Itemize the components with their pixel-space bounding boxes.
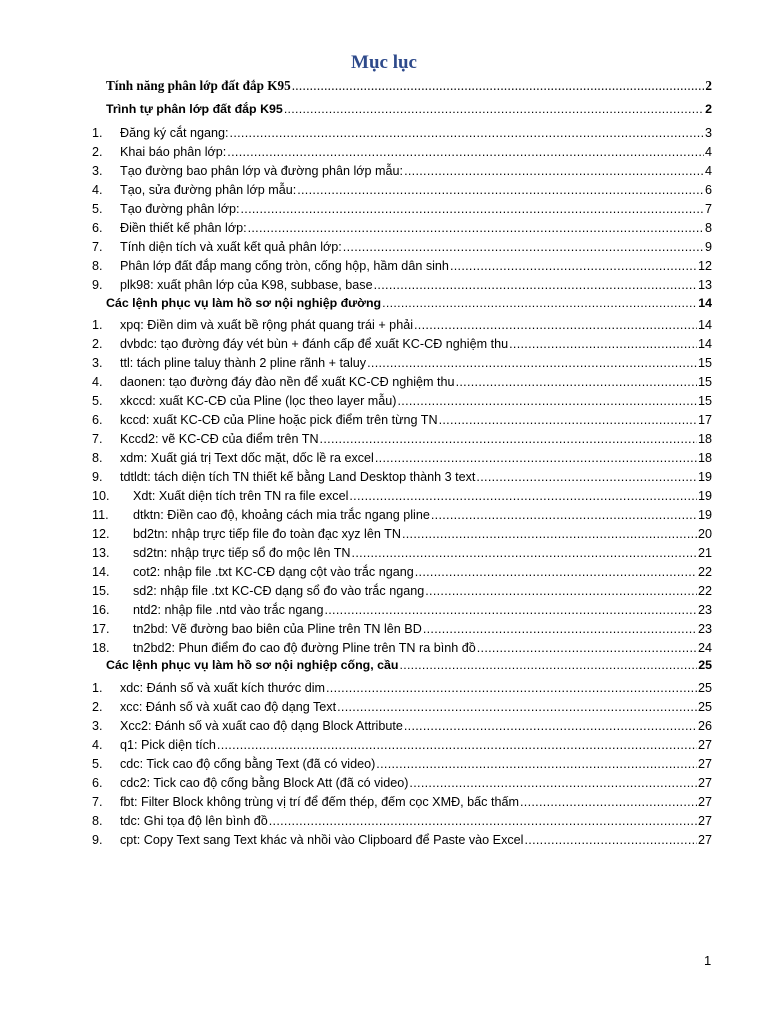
dot-leader bbox=[217, 736, 697, 755]
toc-entry-line bbox=[133, 506, 712, 525]
toc-entry-line bbox=[120, 276, 712, 295]
toc-item-number: 1. bbox=[92, 126, 103, 140]
dot-leader bbox=[397, 392, 697, 411]
toc-item[interactable] bbox=[0, 162, 768, 181]
toc-entry-label: xdm: Xuất giá trị Text dốc mặt, dốc lề ra excel bbox=[120, 451, 374, 465]
dot-leader bbox=[402, 525, 697, 544]
toc-entry-line bbox=[120, 316, 712, 335]
dot-leader bbox=[320, 430, 697, 449]
toc-entry-label: cdc2: Tick cao độ cống bằng Block Att (đã có video) bbox=[120, 776, 409, 790]
toc-entry-label: fbt: Filter Block không trùng vị trí để đếm thép, đếm cọc XMĐ, bấc thấm bbox=[120, 795, 519, 809]
toc-entry-label: Trình tự phân lớp đất đắp K95 bbox=[106, 102, 283, 116]
toc-entry-label: xpq: Điền dim và xuất bề rộng phát quang trái + phải bbox=[120, 318, 413, 332]
toc-entry-line bbox=[106, 294, 712, 313]
dot-leader bbox=[476, 468, 697, 487]
toc-entry-label: sd2tn: nhập trực tiếp sổ đo mộc lên TN bbox=[133, 546, 351, 560]
toc-item-number: 4. bbox=[92, 375, 103, 389]
toc-entry-page: 27 bbox=[697, 814, 712, 828]
toc-entry-label: bd2tn: nhập trực tiếp file đo toàn đạc xyz lên TN bbox=[133, 527, 401, 541]
toc-entry-line bbox=[120, 755, 712, 774]
toc-entry-line bbox=[120, 717, 712, 736]
toc-item[interactable] bbox=[0, 430, 768, 449]
toc-item[interactable] bbox=[0, 468, 768, 487]
toc-entry-label: plk98: xuất phân lớp của K98, subbase, base bbox=[120, 278, 373, 292]
toc-entry-line bbox=[120, 392, 712, 411]
toc-item-number: 6. bbox=[92, 776, 103, 790]
toc-item-number: 7. bbox=[92, 432, 103, 446]
toc-entry-label: Phân lớp đất đắp mang cống tròn, cống hộp, hầm dân sinh bbox=[120, 259, 449, 273]
toc-entry-line bbox=[133, 563, 712, 582]
dot-leader bbox=[324, 601, 697, 620]
toc-entry-label: Kccd2: vẽ KC-CĐ của điểm trên TN bbox=[120, 432, 319, 446]
toc-item[interactable] bbox=[0, 563, 768, 582]
toc-entry-label: Tạo đường phân lớp: bbox=[120, 202, 240, 216]
toc-entry-line bbox=[120, 373, 712, 392]
toc-entry-line bbox=[133, 601, 712, 620]
toc-entry-page: 20 bbox=[697, 527, 712, 541]
toc-entry-label: Tạo, sửa đường phân lớp mẫu: bbox=[120, 183, 297, 197]
toc-heading[interactable] bbox=[0, 656, 768, 675]
toc-entry-page: 15 bbox=[697, 375, 712, 389]
dot-leader bbox=[456, 373, 697, 392]
toc-item-number: 1. bbox=[92, 681, 103, 695]
toc-entry-line bbox=[120, 219, 712, 238]
toc-item[interactable] bbox=[0, 620, 768, 639]
toc-item-number: 11. bbox=[92, 508, 109, 522]
dot-leader bbox=[376, 755, 697, 774]
toc-item[interactable] bbox=[0, 755, 768, 774]
toc-entry-line bbox=[120, 679, 712, 698]
toc-item-number: 3. bbox=[92, 356, 103, 370]
toc-entry-line bbox=[120, 143, 712, 162]
toc-item-number: 5. bbox=[92, 757, 103, 771]
dot-leader bbox=[326, 679, 697, 698]
toc-entry-page: 25 bbox=[697, 700, 712, 714]
toc-entry-page: 26 bbox=[697, 719, 712, 733]
toc-item-number: 13. bbox=[92, 546, 110, 560]
toc-item-number: 10. bbox=[92, 489, 110, 503]
dot-leader bbox=[520, 793, 697, 812]
toc-title: Mục lục bbox=[351, 52, 417, 73]
toc-entry-page: 21 bbox=[697, 546, 712, 560]
toc-entry-line bbox=[133, 620, 712, 639]
dot-leader bbox=[409, 774, 697, 793]
toc-item[interactable] bbox=[0, 316, 768, 335]
dot-leader bbox=[404, 717, 697, 736]
toc-entry-line bbox=[106, 76, 712, 95]
toc-item-number: 9. bbox=[92, 470, 103, 484]
toc-entry-label: cot2: nhập file .txt KC-CĐ dạng cột vào trắc ngang bbox=[133, 565, 414, 579]
toc-entry-page: 6 bbox=[704, 183, 712, 197]
toc-entry-page: 14 bbox=[697, 318, 712, 332]
toc-item[interactable] bbox=[0, 601, 768, 620]
dot-leader bbox=[375, 449, 697, 468]
toc-entry-line bbox=[120, 793, 712, 812]
toc-item-number: 17. bbox=[92, 622, 110, 636]
toc-entry-label: xkccd: xuất KC-CĐ của Pline (lọc theo layer mẫu) bbox=[120, 394, 397, 408]
toc-item-number: 8. bbox=[92, 814, 103, 828]
toc-item[interactable] bbox=[0, 736, 768, 755]
toc-item-number: 7. bbox=[92, 240, 103, 254]
toc-entry-label: dtktn: Điền cao độ, khoảng cách mia trắc ngang pline bbox=[133, 508, 430, 522]
toc-item[interactable] bbox=[0, 181, 768, 200]
toc-item[interactable] bbox=[0, 238, 768, 257]
dot-leader bbox=[352, 544, 697, 563]
toc-entry-label: xcc: Đánh số và xuất cao độ dạng Text bbox=[120, 700, 337, 714]
toc-entry-label: Tính diện tích và xuất kết quả phân lớp: bbox=[120, 240, 342, 254]
toc-item[interactable] bbox=[0, 392, 768, 411]
toc-entry-line bbox=[120, 238, 712, 257]
toc-item-number: 8. bbox=[92, 259, 103, 273]
toc-item-number: 2. bbox=[92, 337, 103, 351]
toc-item-number: 14. bbox=[92, 565, 110, 579]
toc-item-number: 2. bbox=[92, 700, 103, 714]
toc-entry-label: tn2bd2: Phun điểm đo cao độ đường Pline trên TN ra bình đồ bbox=[133, 641, 476, 655]
toc-entry-label: Tạo đường bao phân lớp và đường phân lớp mẫu: bbox=[120, 164, 404, 178]
toc-entry-page: 27 bbox=[697, 795, 712, 809]
toc-item[interactable] bbox=[0, 335, 768, 354]
toc-entry-page: 23 bbox=[697, 603, 712, 617]
toc-item[interactable] bbox=[0, 679, 768, 698]
toc-item-number: 3. bbox=[92, 164, 103, 178]
toc-entry-page: 22 bbox=[697, 565, 712, 579]
toc-entry-line bbox=[120, 124, 712, 143]
toc-entry-page: 12 bbox=[697, 259, 712, 273]
toc-entry-line bbox=[106, 656, 712, 675]
toc-entry-page: 13 bbox=[697, 278, 712, 292]
toc-entry-page: 15 bbox=[697, 356, 712, 370]
toc-item-number: 1. bbox=[92, 318, 103, 332]
toc-item[interactable] bbox=[0, 698, 768, 717]
toc-entry-label: sd2: nhập file .txt KC-CĐ dạng sổ đo vào trắc ngang bbox=[133, 584, 425, 598]
toc-entry-page: 19 bbox=[697, 470, 712, 484]
dot-leader bbox=[337, 698, 697, 717]
toc-item[interactable] bbox=[0, 544, 768, 563]
toc-item[interactable] bbox=[0, 582, 768, 601]
toc-item[interactable] bbox=[0, 831, 768, 850]
toc-entry-line bbox=[120, 698, 712, 717]
dot-leader bbox=[374, 276, 697, 295]
toc-item[interactable] bbox=[0, 793, 768, 812]
toc-item[interactable] bbox=[0, 257, 768, 276]
dot-leader bbox=[349, 487, 697, 506]
toc-entry-page: 25 bbox=[698, 658, 712, 672]
toc-heading[interactable] bbox=[0, 100, 768, 119]
toc-entry-page: 22 bbox=[697, 584, 712, 598]
toc-entry-label: Xcc2: Đánh số và xuất cao độ dạng Block Attribute bbox=[120, 719, 403, 733]
dot-leader bbox=[240, 200, 704, 219]
toc-item-number: 8. bbox=[92, 451, 103, 465]
toc-entry-line bbox=[133, 525, 712, 544]
dot-leader bbox=[509, 335, 697, 354]
toc-entry-line bbox=[120, 774, 712, 793]
toc-entry-label: Đăng ký cắt ngang: bbox=[120, 126, 229, 140]
dot-leader bbox=[439, 411, 697, 430]
dot-leader bbox=[382, 294, 697, 313]
page-number: 1 bbox=[704, 953, 712, 968]
toc-entry-page: 27 bbox=[697, 738, 712, 752]
toc-item[interactable] bbox=[0, 124, 768, 143]
toc-entry-label: ntd2: nhập file .ntd vào trắc ngang bbox=[133, 603, 324, 617]
toc-item[interactable] bbox=[0, 373, 768, 392]
toc-entry-label: tn2bd: Vẽ đường bao biên của Pline trên TN lên BD bbox=[133, 622, 422, 636]
dot-leader bbox=[297, 181, 704, 200]
toc-entry-page: 19 bbox=[697, 489, 712, 503]
toc-entry-page: 4 bbox=[704, 164, 712, 178]
dot-leader bbox=[367, 354, 697, 373]
toc-item[interactable] bbox=[0, 812, 768, 831]
toc-item-number: 9. bbox=[92, 833, 103, 847]
toc-entry-label: xdc: Đánh số và xuất kích thước dim bbox=[120, 681, 325, 695]
toc-item-number: 12. bbox=[92, 527, 110, 541]
dot-leader bbox=[399, 656, 697, 675]
dot-leader bbox=[423, 620, 697, 639]
toc-entry-label: ttl: tách pline taluy thành 2 pline rãnh + taluy bbox=[120, 356, 367, 370]
toc-entry-page: 14 bbox=[697, 337, 712, 351]
toc-item[interactable] bbox=[0, 219, 768, 238]
dot-leader bbox=[227, 143, 704, 162]
toc-item[interactable] bbox=[0, 200, 768, 219]
toc-entry-page: 27 bbox=[697, 776, 712, 790]
dot-leader bbox=[425, 582, 697, 601]
toc-entry-label: Xdt: Xuất diện tích trên TN ra file excel bbox=[133, 489, 349, 503]
toc-entry-page: 7 bbox=[704, 202, 712, 216]
toc-item-number: 7. bbox=[92, 795, 103, 809]
dot-leader bbox=[292, 76, 705, 95]
toc-entry-line bbox=[120, 430, 712, 449]
toc-entry-label: daonen: tạo đường đáy đào nền để xuất KC-CĐ nghiệm thu bbox=[120, 375, 455, 389]
dot-leader bbox=[415, 563, 697, 582]
toc-entry-page: 25 bbox=[697, 681, 712, 695]
toc-entry-label: Khai báo phân lớp: bbox=[120, 145, 227, 159]
toc-item[interactable] bbox=[0, 506, 768, 525]
toc-entry-label: kccd: xuất KC-CĐ của Pline hoặc pick điểm trên từng TN bbox=[120, 413, 438, 427]
toc-entry-page: 19 bbox=[697, 508, 712, 522]
toc-item[interactable] bbox=[0, 774, 768, 793]
toc-entry-page: 18 bbox=[697, 451, 712, 465]
toc-entry-label: cdc: Tick cao độ cống bằng Text (đã có video) bbox=[120, 757, 376, 771]
dot-leader bbox=[343, 238, 704, 257]
toc-entry-page: 15 bbox=[697, 394, 712, 408]
toc-item[interactable] bbox=[0, 449, 768, 468]
dot-leader bbox=[230, 124, 704, 143]
toc-heading[interactable] bbox=[0, 294, 768, 313]
toc-item-number: 4. bbox=[92, 183, 103, 197]
toc-entry-line bbox=[120, 812, 712, 831]
toc-entry-page: 4 bbox=[704, 145, 712, 159]
toc-item-number: 3. bbox=[92, 719, 103, 733]
toc-entry-line bbox=[120, 449, 712, 468]
toc-entry-page: 8 bbox=[704, 221, 712, 235]
dot-leader bbox=[450, 257, 697, 276]
toc-entry-page: 14 bbox=[698, 296, 712, 310]
dot-leader bbox=[431, 506, 697, 525]
toc-entry-page: 9 bbox=[704, 240, 712, 254]
toc-entry-label: q1: Pick diện tích bbox=[120, 738, 216, 752]
toc-item-number: 2. bbox=[92, 145, 103, 159]
toc-entry-label: tdc: Ghi tọa độ lên bình đồ bbox=[120, 814, 268, 828]
toc-entry-line bbox=[106, 100, 712, 119]
toc-item[interactable] bbox=[0, 143, 768, 162]
toc-entry-page: 2 bbox=[705, 102, 712, 116]
dot-leader bbox=[269, 812, 697, 831]
toc-entry-label: dvbdc: tạo đường đáy vét bùn + đánh cấp để xuất KC-CĐ nghiệm thu bbox=[120, 337, 509, 351]
toc-entry-label: cpt: Copy Text sang Text khác và nhồi vào Clipboard để Paste vào Excel bbox=[120, 833, 524, 847]
dot-leader bbox=[248, 219, 704, 238]
toc-item-number: 6. bbox=[92, 221, 103, 235]
toc-item-number: 5. bbox=[92, 202, 103, 216]
toc-entry-label: Tính năng phân lớp đất đắp K95 bbox=[106, 78, 291, 93]
toc-item[interactable] bbox=[0, 717, 768, 736]
toc-entry-line bbox=[120, 162, 712, 181]
toc-entry-label: Các lệnh phục vụ làm hồ sơ nội nghiệp đường bbox=[106, 296, 382, 310]
toc-entry-page: 27 bbox=[697, 833, 712, 847]
toc-entry-line bbox=[120, 181, 712, 200]
toc-entry-label: Điền thiết kế phân lớp: bbox=[120, 221, 247, 235]
toc-item[interactable] bbox=[0, 276, 768, 295]
toc-entry-line bbox=[120, 257, 712, 276]
toc-item-number: 6. bbox=[92, 413, 103, 427]
toc-item[interactable] bbox=[0, 525, 768, 544]
toc-entry-line bbox=[133, 487, 712, 506]
toc-heading[interactable] bbox=[0, 76, 768, 95]
toc-item-number: 4. bbox=[92, 738, 103, 752]
toc-entry-line bbox=[120, 831, 712, 850]
dot-leader bbox=[414, 316, 697, 335]
toc-item-number: 9. bbox=[92, 278, 103, 292]
toc-entry-page: 24 bbox=[697, 641, 712, 655]
toc-item[interactable] bbox=[0, 411, 768, 430]
dot-leader bbox=[284, 100, 704, 119]
toc-entry-label: tdtldt: tách diện tích TN thiết kế bằng Land Desktop thành 3 text bbox=[120, 470, 476, 484]
toc-entry-line bbox=[133, 544, 712, 563]
toc-item[interactable] bbox=[0, 487, 768, 506]
toc-item-number: 16. bbox=[92, 603, 110, 617]
toc-entry-page: 23 bbox=[697, 622, 712, 636]
toc-entry-page: 18 bbox=[697, 432, 712, 446]
toc-entry-line bbox=[120, 468, 712, 487]
toc-item-number: 5. bbox=[92, 394, 103, 408]
dot-leader bbox=[524, 831, 697, 850]
toc-entry-label: Các lệnh phục vụ làm hồ sơ nội nghiệp cống, cầu bbox=[106, 658, 399, 672]
toc-entry-line bbox=[120, 354, 712, 373]
toc-entry-line bbox=[120, 411, 712, 430]
toc-item-number: 15. bbox=[92, 584, 110, 598]
toc-entry-page: 2 bbox=[705, 78, 712, 93]
toc-entry-line bbox=[133, 582, 712, 601]
toc-entry-page: 17 bbox=[697, 413, 712, 427]
toc-entry-page: 27 bbox=[697, 757, 712, 771]
toc-item[interactable] bbox=[0, 354, 768, 373]
dot-leader bbox=[404, 162, 704, 181]
toc-entry-line bbox=[120, 736, 712, 755]
toc-entry-line bbox=[120, 335, 712, 354]
toc-item-number: 18. bbox=[92, 641, 110, 655]
toc-entry-page: 3 bbox=[704, 126, 712, 140]
toc-entry-line bbox=[120, 200, 712, 219]
